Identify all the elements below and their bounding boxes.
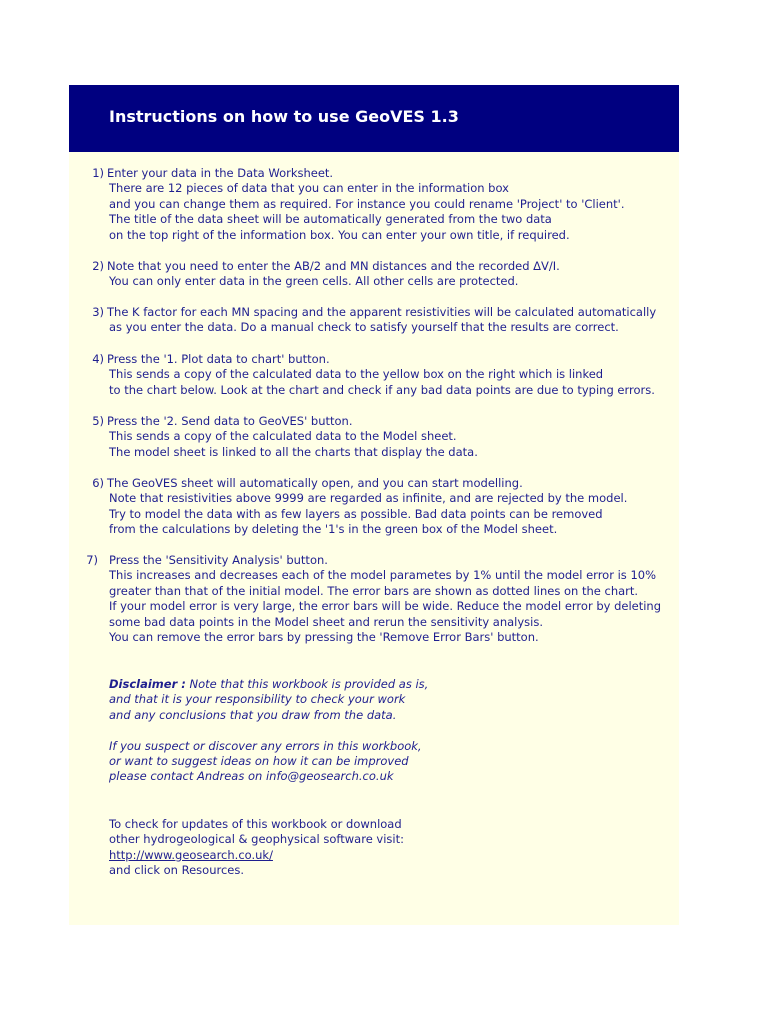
step-6 — [109, 476, 627, 538]
step-line: Press the 'Sensitivity Analysis' button. — [109, 553, 328, 567]
step-7 — [109, 553, 661, 645]
contact-line: please contact Andreas on info@geosearch.co.uk — [109, 769, 394, 784]
step-line: The GeoVES sheet will automatically open, and you can start modelling. — [107, 476, 523, 490]
updates-line: To check for updates of this workbook or download — [109, 817, 402, 831]
step-line: This increases and decreases each of the model parametes by 1% until the model error is 10% — [109, 568, 657, 583]
step-line: The title of the data sheet will be automatically generated from the two data — [109, 212, 552, 227]
step-number: 6) — [92, 476, 104, 490]
contact-line: or want to suggest ideas on how it can be improved — [109, 754, 409, 769]
step-line: on the top right of the information box. You can enter your own title, if required. — [109, 227, 570, 242]
contact-line: If you suspect or discover any errors in this workbook, — [109, 738, 422, 753]
disclaimer-line: and any conclusions that you draw from the data. — [109, 707, 397, 722]
step-line: some bad data points in the Model sheet and rerun the sensitivity analysis. — [109, 614, 544, 629]
step-line: Press the '1. Plot data to chart' button. — [107, 352, 330, 366]
step-line: as you enter the data. Do a manual check to satisfy yourself that the results are correct. — [109, 320, 619, 335]
updates-line: and click on Resources. — [109, 863, 245, 878]
step-line: greater than that of the initial model. The error bars are shown as dotted lines on the chart. — [109, 583, 639, 598]
step-number: 3) — [92, 305, 104, 319]
updates-section — [109, 817, 404, 879]
step-2 — [109, 259, 560, 290]
disclaimer — [109, 677, 428, 785]
step-line: to the chart below. Look at the chart and check if any bad data points are due to typing errors. — [109, 382, 655, 397]
step-number: 7) — [86, 553, 98, 567]
step-number: 4) — [92, 352, 104, 366]
page-title: Instructions on how to use GeoVES 1.3 — [109, 107, 459, 126]
step-1 — [109, 166, 624, 243]
updates-line: other hydrogeological & geophysical software visit: — [109, 832, 405, 847]
step-line: Press the '2. Send data to GeoVES' button. — [107, 414, 353, 428]
disclaimer-line: and that it is your responsibility to check your work — [109, 692, 406, 707]
step-number: 5) — [92, 414, 104, 428]
step-line: Try to model the data with as few layers as possible. Bad data points can be removed — [109, 506, 603, 521]
step-line: Enter your data in the Data Worksheet. — [107, 166, 334, 180]
step-line: This sends a copy of the calculated data to the Model sheet. — [109, 429, 457, 444]
disclaimer-label: Disclaimer : — [109, 677, 186, 691]
step-line: The K factor for each MN spacing and the apparent resistivities will be calculated automatically — [107, 305, 657, 319]
disclaimer-line: Note that this workbook is provided as is, — [189, 677, 429, 691]
step-line: Note that resistivities above 9999 are regarded as infinite, and are rejected by the model. — [109, 491, 628, 506]
step-line: You can remove the error bars by pressing the 'Remove Error Bars' button. — [109, 630, 539, 645]
step-line: There are 12 pieces of data that you can enter in the information box — [109, 181, 509, 196]
geosearch-link[interactable]: http://www.geosearch.co.uk/ — [109, 847, 273, 862]
step-line: The model sheet is linked to all the charts that display the data. — [109, 444, 478, 459]
step-line: Note that you need to enter the AB/2 and MN distances and the recorded ΔV/I. — [107, 259, 560, 273]
step-number: 1) — [92, 166, 104, 180]
step-4 — [109, 352, 655, 398]
step-3 — [109, 305, 656, 336]
step-5 — [109, 414, 478, 460]
step-line: If your model error is very large, the error bars will be wide. Reduce the model error by deleting — [109, 599, 662, 614]
step-number: 2) — [92, 259, 104, 273]
step-line: You can only enter data in the green cells. All other cells are protected. — [109, 274, 519, 289]
step-line: from the calculations by deleting the '1's in the green box of the Model sheet. — [109, 522, 558, 537]
step-line: and you can change them as required. For instance you could rename 'Project' to 'Client'. — [109, 196, 625, 211]
step-line: This sends a copy of the calculated data to the yellow box on the right which is linked — [109, 367, 604, 382]
